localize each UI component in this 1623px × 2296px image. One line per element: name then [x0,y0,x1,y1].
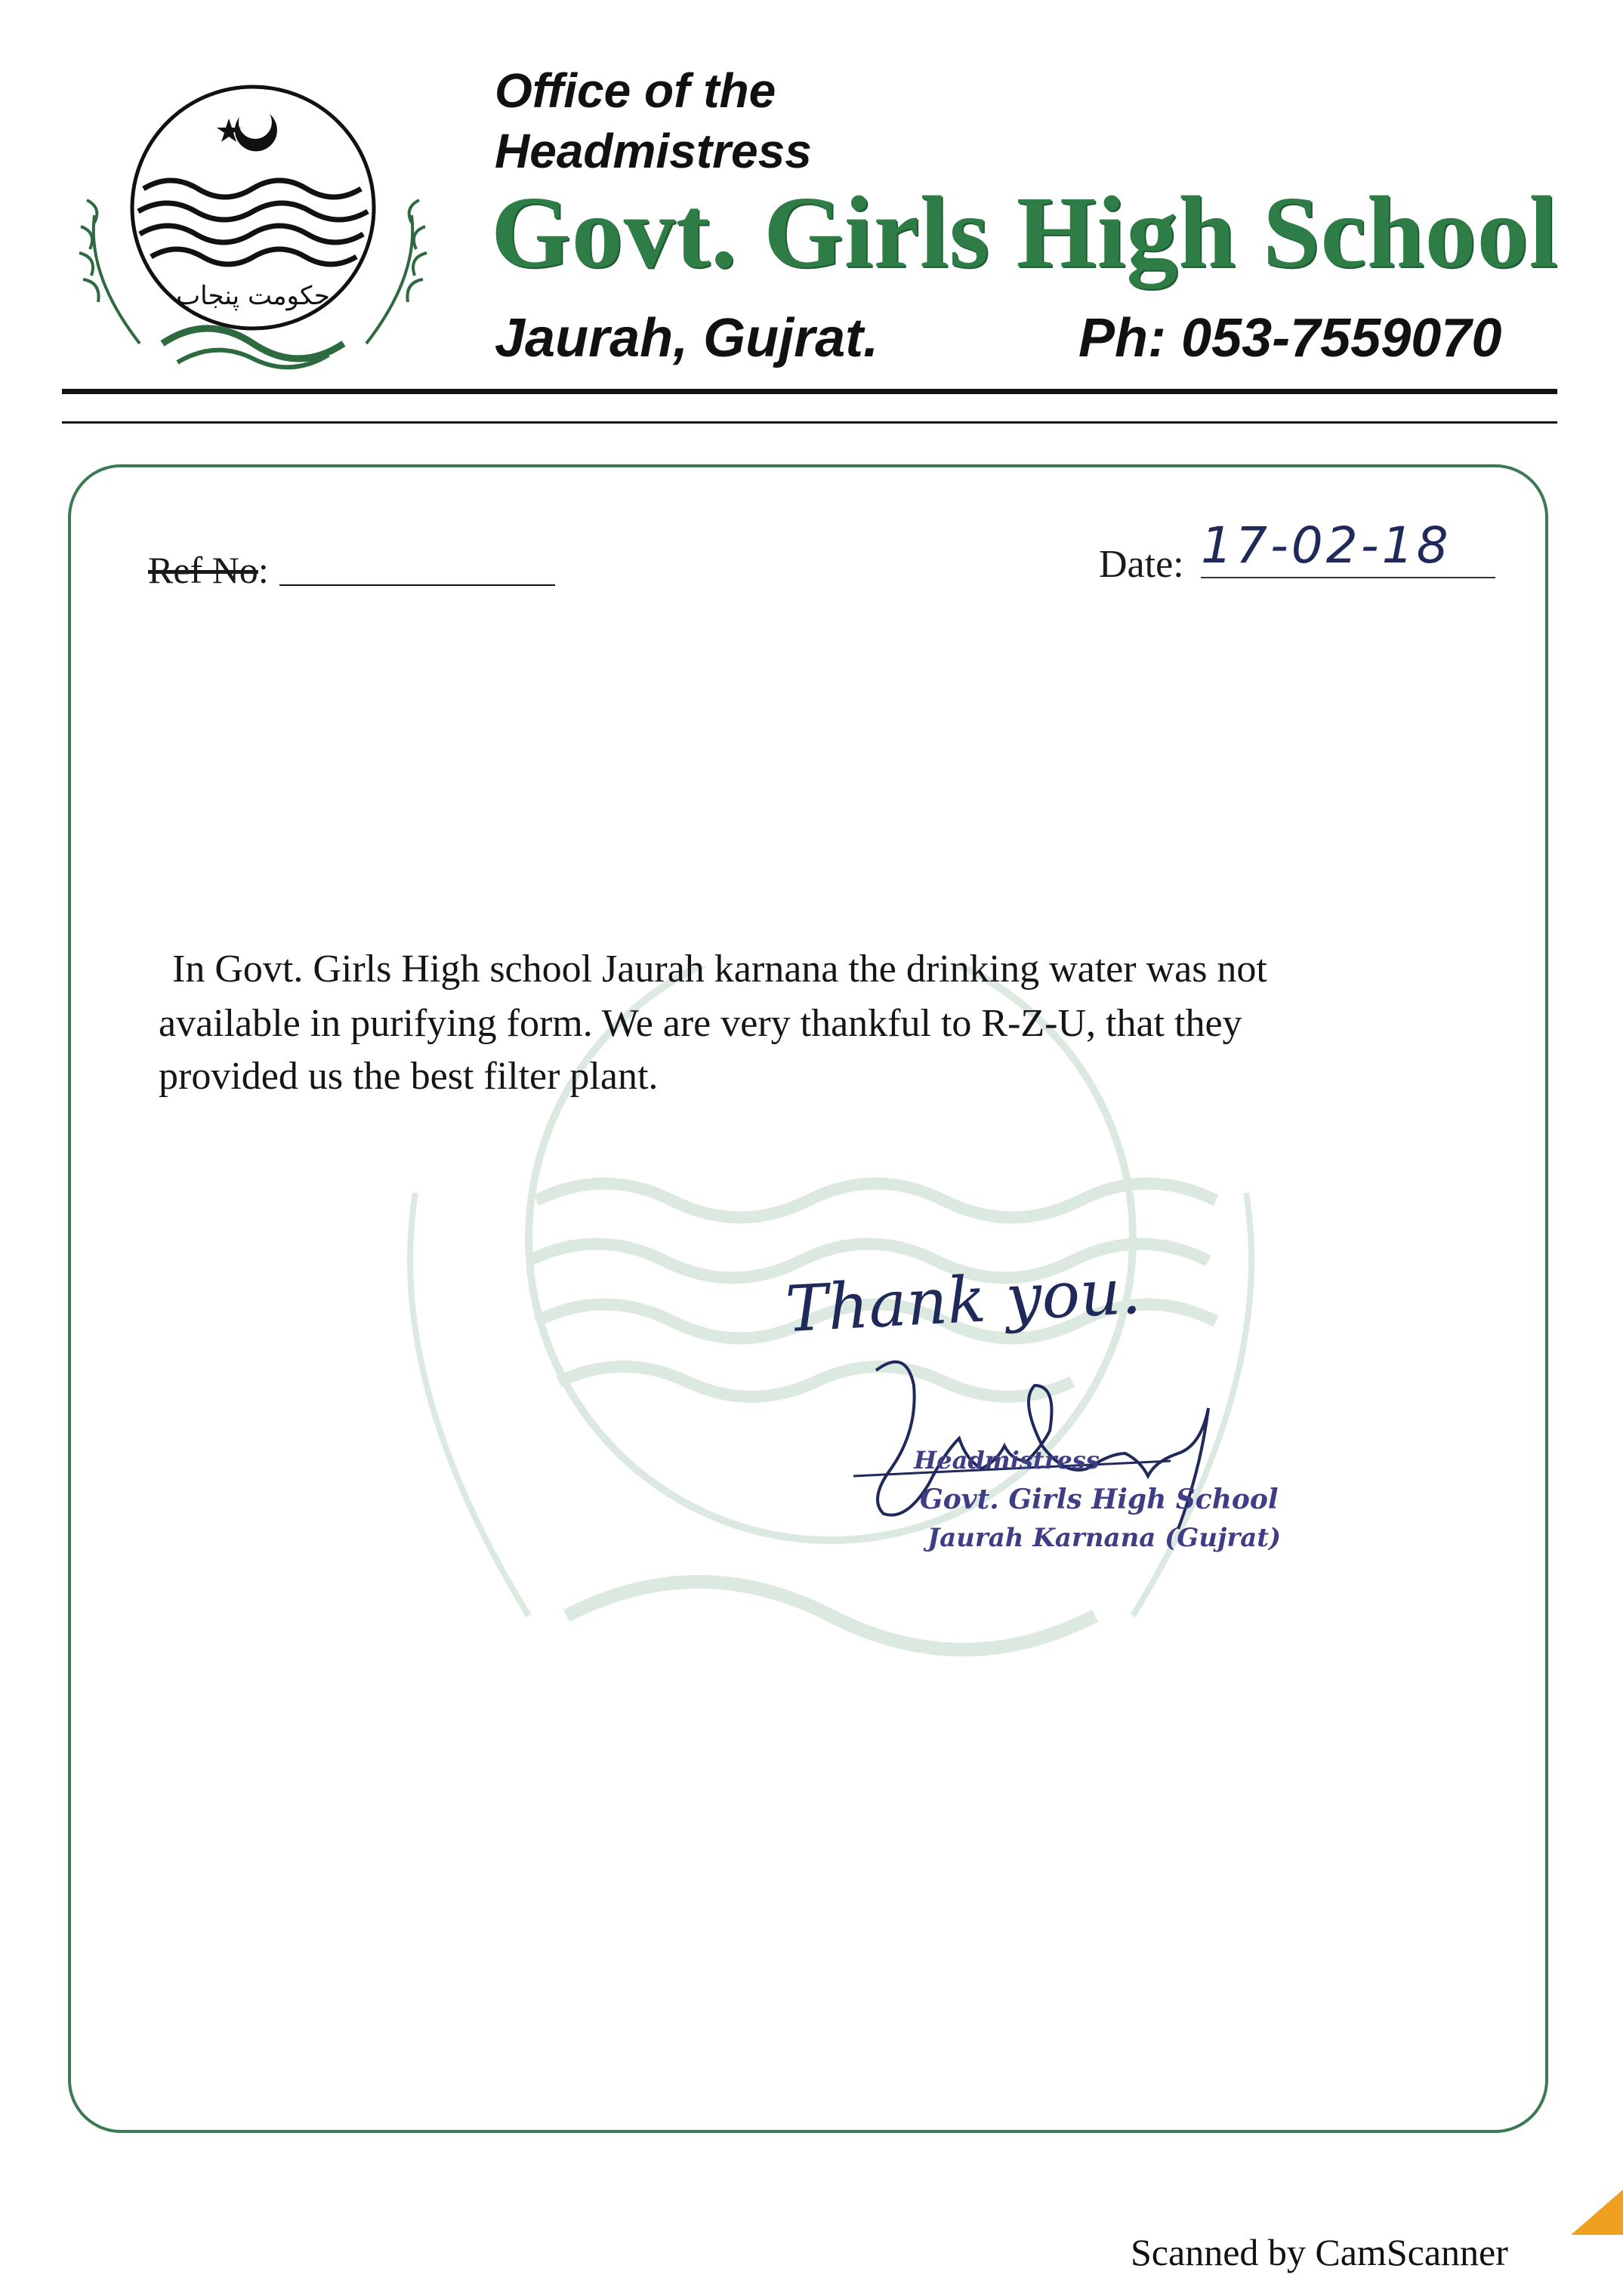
ref-no-label [148,551,269,589]
ref-no-blank-line [279,584,555,586]
header-divider-thin [62,421,1557,424]
header-divider-thick [62,389,1557,394]
office-title-line2: Headmistress [495,124,812,178]
stamp-location: Jaurah Karnana (Gujrat) [927,1523,1282,1553]
school-name: Govt. Girls High School [491,176,1559,289]
stamp-school: Govt. Girls High School [920,1484,1279,1515]
letter-body-line: provided us the best filter plant. [159,1055,659,1098]
date-underline [1201,577,1495,578]
corner-fold-mark [1556,2190,1623,2235]
svg-text:حکومت پنجاب: حکومت پنجاب [176,281,330,311]
scanner-footer: Scanned by CamScanner [1131,2231,1508,2273]
handwritten-closing: Thank you. [783,1253,1143,1347]
punjab-emblem-logo [64,64,442,396]
ref-no-struck-text: Ref No [148,549,258,591]
letter-body-line: In Govt. Girls High school Jaurah karnana the drinking water was not [172,948,1267,991]
date-handwritten-value: 17-02-18 [1201,516,1452,575]
school-phone: Ph: 053-7559070 [1078,308,1502,368]
date-label: Date: [1099,543,1184,586]
office-title-line1: Office of the [495,63,776,118]
letter-body-line: available in purifying form. We are very thankful to R-Z-U, that they [159,1002,1242,1045]
stamp-title: Headmistress [914,1446,1100,1475]
school-address: Jaurah, Gujrat. [495,308,879,368]
ref-no-suffix: : [258,549,269,591]
